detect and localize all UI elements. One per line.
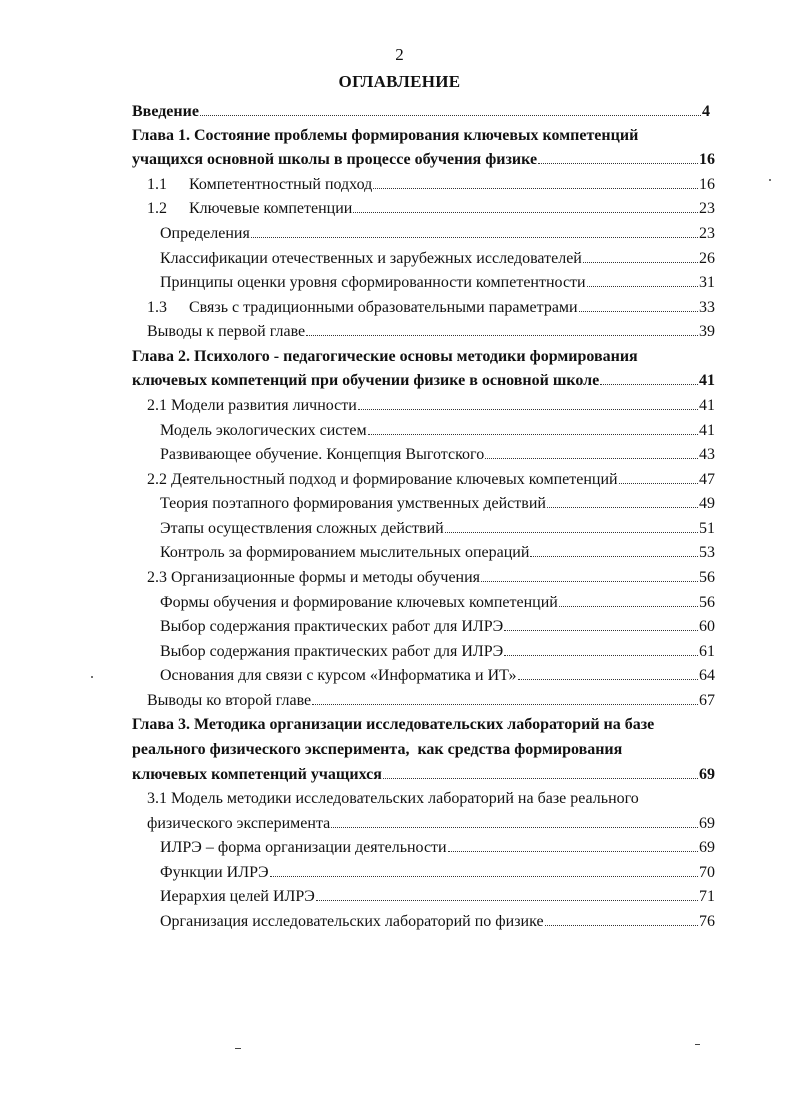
toc-entry-assessment-principles: Принципы оценки уровня сформированности компетентности 31 (160, 274, 715, 291)
toc-entry-ilre-form: ИЛРЭ – форма организации деятельности 69 (160, 839, 715, 856)
toc-entry-3-1: 3.1 Модель методики исследовательских лабораторий на базе реального (147, 790, 639, 807)
toc-entry-chapter-2-title: Глава 2. Психолого - педагогические основы методики формирования (132, 348, 638, 365)
toc-entry-2-1: 2.1 Модели развития личности 41 (147, 397, 715, 414)
toc-entry-informatics-link: Основания для связи с курсом «Информатика и ИТ» 64 (160, 667, 715, 684)
toc-entry-chapter-3-title-cont-1: реального физического эксперимента, как средства формирования (132, 741, 623, 758)
toc-entry-lab-organization: Организация исследовательских лабораторий по физике 76 (160, 913, 715, 930)
toc-entry-control-operations: Контроль за формированием мыслительных операций 53 (160, 544, 715, 561)
toc-entry-1-3: 1.3 Связь с традиционными образовательными параметрами 33 (147, 299, 715, 316)
toc-entry-ilre-goals: Иерархия целей ИЛРЭ 71 (160, 888, 715, 905)
toc-entry-ilre-functions: Функции ИЛРЭ 70 (160, 864, 715, 881)
toc-entry-classifications: Классификации отечественных и зарубежных исследователей 26 (160, 250, 715, 267)
toc-entry-forms-of-learning: Формы обучения и формирование ключевых компетенций 56 (160, 594, 715, 611)
toc-entry-1-1: 1.1 Компетентностный подход 16 (147, 176, 715, 193)
toc-entry-ecological-systems: Модель экологических систем 41 (160, 422, 715, 439)
page-number: 2 (395, 45, 404, 64)
scan-speck (91, 676, 93, 678)
toc-entry-practical-works-1: Выбор содержания практических работ для ИЛРЭ 60 (160, 618, 715, 635)
toc-entry-2-2: 2.2 Деятельностный подход и формирование ключевых компетенций 47 (147, 471, 715, 488)
toc-entry-complex-actions: Этапы осуществления сложных действий 51 (160, 520, 715, 537)
toc-entry-practical-works-2: Выбор содержания практических работ для ИЛРЭ 61 (160, 643, 715, 660)
page-title: ОГЛАВЛЕНИЕ (338, 72, 461, 91)
toc-entry-definitions: Определения 23 (160, 225, 715, 242)
toc-entry-chapter-1-conclusions: Выводы к первой главе 39 (147, 323, 715, 340)
toc-entry-1-2: 1.2 Ключевые компетенции 23 (147, 200, 715, 217)
scan-speck (695, 1044, 700, 1045)
toc-entry-introduction: Введение 4 (132, 103, 710, 120)
toc-entry-developmental-learning: Развивающее обучение. Концепция Выготского 43 (160, 446, 715, 463)
toc-entry-3-1-cont: физического эксперимента 69 (147, 815, 715, 832)
toc-entry-2-3: 2.3 Организационные формы и методы обучения 56 (147, 569, 715, 586)
scan-speck (235, 1048, 241, 1049)
toc-entry-chapter-2-title-cont: ключевых компетенций при обучении физике в основной школе 41 (132, 372, 715, 389)
scan-speck (769, 179, 771, 181)
toc-entry-stepwise-formation: Теория поэтапного формирования умственных действий 49 (160, 495, 715, 512)
toc-entry-chapter-2-conclusions: Выводы ко второй главе 67 (147, 692, 715, 709)
toc-entry-chapter-3-title-cont-2: ключевых компетенций учащихся 69 (132, 766, 715, 783)
toc-entry-chapter-1-title-cont: учащихся основной школы в процессе обучения физике 16 (132, 151, 715, 168)
toc-entry-chapter-1-title: Глава 1. Состояние проблемы формирования ключевых компетенций (132, 127, 639, 144)
toc-entry-chapter-3-title: Глава 3. Методика организации исследовательских лабораторий на базе (132, 716, 655, 733)
